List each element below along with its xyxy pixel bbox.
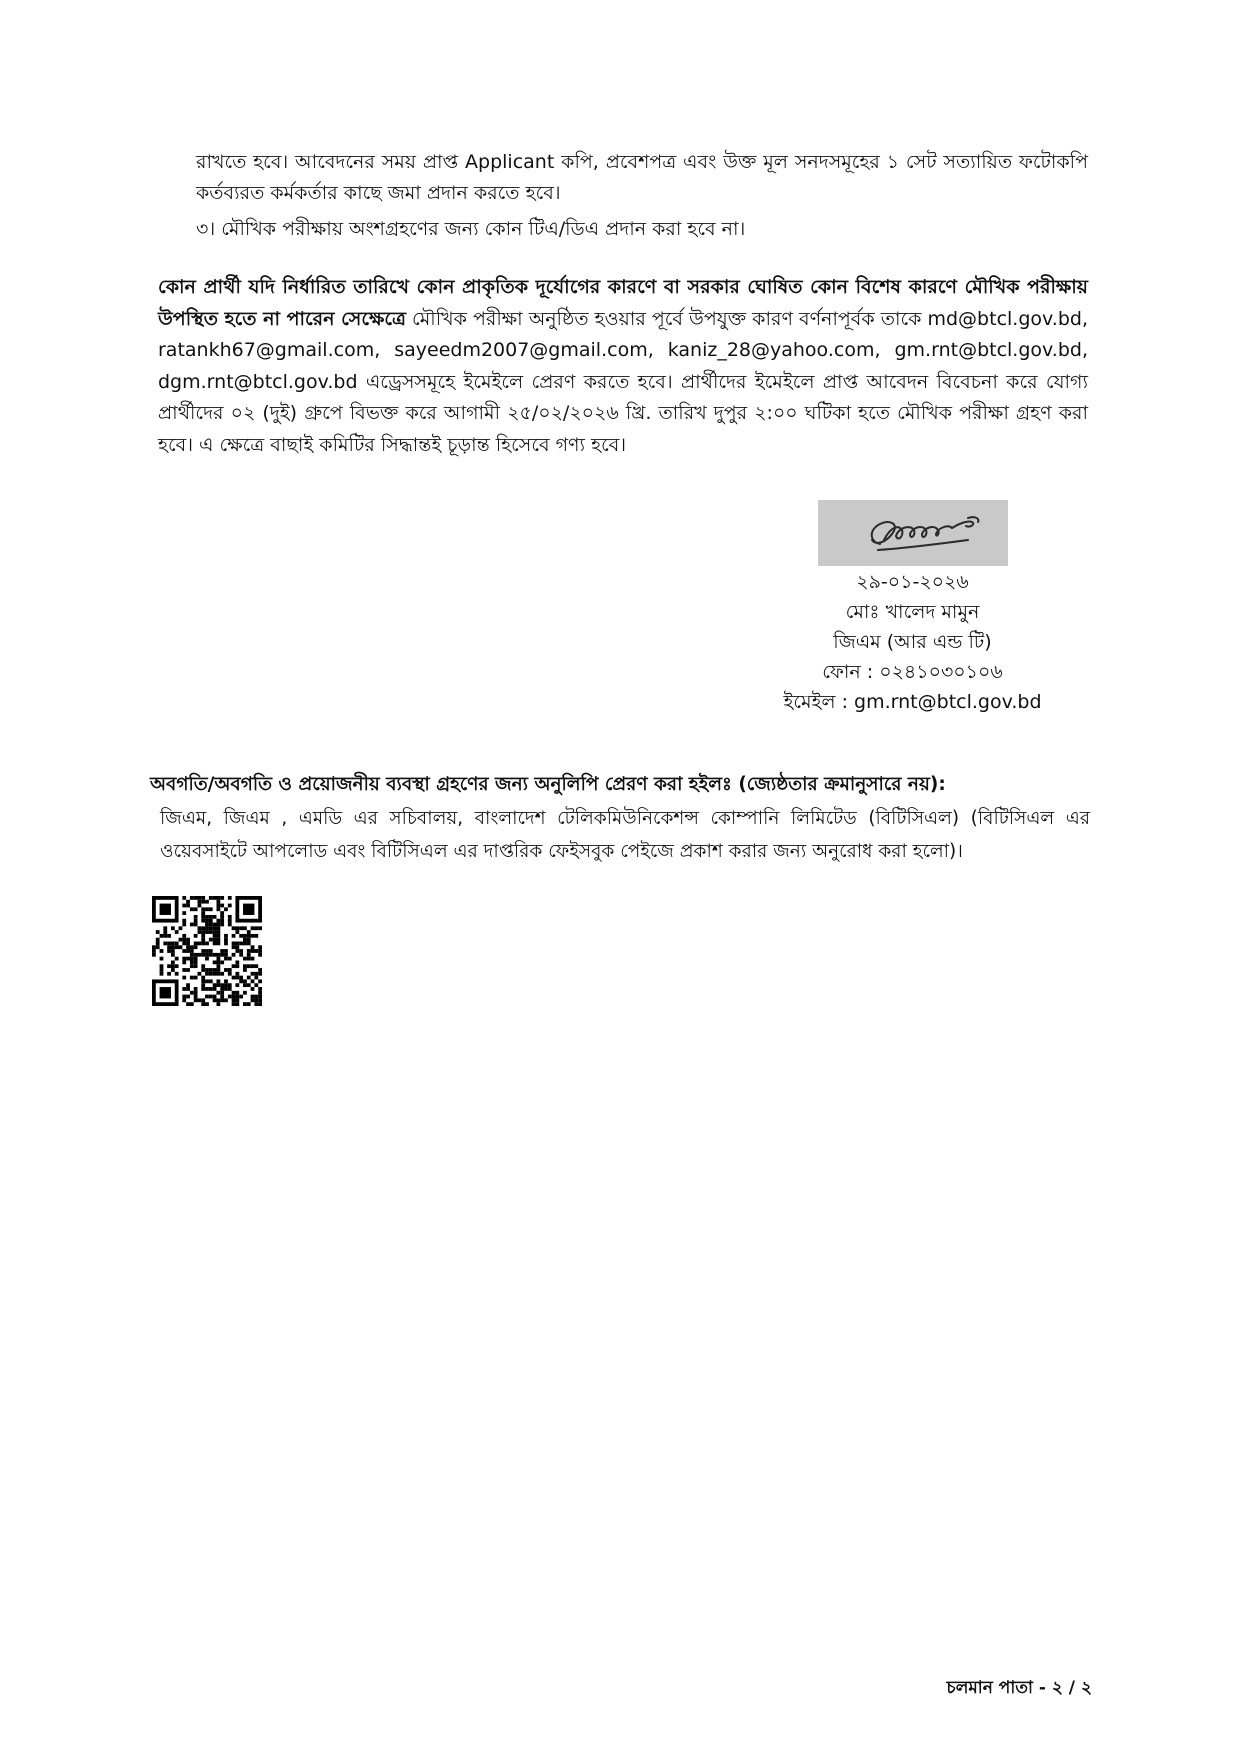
signature-image (818, 500, 1008, 566)
list-item-3: ৩। মৌখিক পরীক্ষায় অংশগ্রহণের জন্য কোন টিএ/ডিএ প্রদান করা হবে না। (196, 218, 746, 240)
qr-code-icon (152, 896, 262, 1006)
notice-regular-text: মৌখিক পরীক্ষা অনুষ্ঠিত হওয়ার পূর্বে উপযুক্ত কারণ বর্ণনাপূর্বক তাকে md@btcl.gov.bd, ratankh67@gmail.com, sayeedm2007@gmail.com, kaniz_28@yahoo.com, gm.rnt@btcl.gov.bd, dgm.rnt@btcl.gov.bd এড্রেসসমূহে ইমেইলে প্রেরণ করতে হবে। প্রার্থীদের ইমেইলে প্রাপ্ত আবেদন বিবেচনা করে যোগ্য প্রার্থীদের ০২ (দুই) গ্রুপে বিভক্ত করে আগামী ২৫/০২/২০২৬ খ্রি. তারিখ দুপুর ২:০০ ঘটিকা হতে মৌখিক পরীক্ষা গ্রহণ করা হবে। এ ক্ষেত্রে বাছাই কমিটির সিদ্ধান্তই চূড়ান্ত হিসেবে গণ্য হবে। (158, 307, 1088, 456)
signature-icon (818, 500, 1008, 566)
continuation-text: রাখতে হবে। আবেদনের সময় প্রাপ্ত Applicant কপি, প্রবেশপত্র এবং উক্ত মূল সনদসমূহের ১ সেট সত্যায়িত ফটোকপি কর্তব্যরত কর্মকর্তার কাছে জমা প্রদান করতে হবে। (196, 151, 1088, 204)
signature-date: ২৯-০১-২০২৬ (856, 571, 969, 593)
signer-designation: জিএম (আর এন্ড টি) (833, 631, 992, 653)
signer-email: ইমেইল : gm.rnt@btcl.gov.bd (783, 691, 1042, 713)
cc-heading: অবগতি/অবগতি ও প্রয়োজনীয় ব্যবস্থা গ্রহণের জন্য অনুলিপি প্রেরণ করা হইলঃ (জ্যেষ্ঠতার ক্রমানুসারে নয়): (150, 774, 946, 795)
signer-phone: ফোন : ০২৪১০৩০১০৬ (822, 661, 1003, 683)
signer-block (740, 567, 1085, 717)
notice-paragraph (158, 272, 1088, 461)
signer-name: মোঃ খালেদ মামুন (845, 601, 980, 623)
page-footer: চলমান পাতা - ২ / ২ (946, 1678, 1092, 1698)
cc-body: জিএম, জিএম , এমডি এর সচিবালয়, বাংলাদেশ টেলিকমিউনিকেশন্স কোম্পানি লিমিটেড (বিটিসিএল) (বিটিসিএল এর ওয়েবসাইটে আপলোড এবং বিটিসিএল এর দাপ্তরিক ফেইসবুক পেইজে প্রকাশ করার জন্য অনুরোধ করা হলো)। (160, 808, 1090, 862)
continuation-paragraph (196, 147, 1088, 209)
notice-bold-text: কোন প্রার্থী যদি নির্ধারিত তারিখে কোন প্রাকৃতিক দূর্যোগের কারণে বা সরকার ঘোষিত কোন বিশেষ কারণে মৌখিক পরীক্ষায় উপস্থিত হতে না পারেন সেক্ষেত্রে (158, 276, 1088, 330)
